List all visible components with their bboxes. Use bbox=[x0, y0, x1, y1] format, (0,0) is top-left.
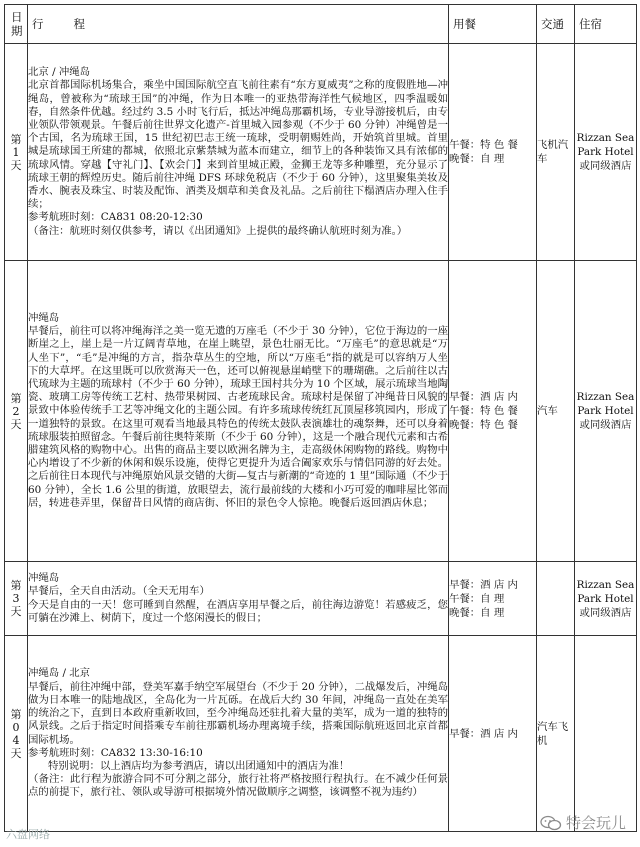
transport-cell: 飞机汽车 bbox=[537, 44, 575, 261]
special-note: 特别说明：以上酒店均为参考酒店，请以出团通知中的酒店为准！ bbox=[48, 759, 350, 772]
day-row-4 bbox=[5, 636, 637, 832]
meal-breakfast: 早餐：酒 店 内 bbox=[449, 727, 518, 740]
header-date: 日期 bbox=[5, 5, 28, 44]
meals-cell bbox=[449, 44, 537, 261]
transport-cell bbox=[537, 562, 575, 636]
meals-cell bbox=[449, 562, 537, 636]
meal-breakfast: 早餐：酒 店 内 bbox=[449, 391, 518, 403]
day-row-2 bbox=[5, 261, 637, 562]
itinerary-note: （备注：航班时刻仅供参考，请以《出团通知》上提供的最终确认航班时刻为准。） bbox=[28, 224, 408, 237]
day-label: 第1天 bbox=[5, 44, 28, 261]
hotel-cell: Rizzan Sea Park Hotel 或同级酒店 bbox=[575, 261, 637, 562]
transport-cell: 汽车飞机 bbox=[537, 636, 575, 832]
meal-lunch: 午餐：特 色 餐 bbox=[449, 139, 518, 151]
transport-cell: 汽车 bbox=[537, 261, 575, 562]
itinerary-paragraph: 今天是自由的一天！您可睡到自然醒，在酒店享用早餐之后，前往海边游览！若感疲乏，您可躺在沙滩上、树荫下，度过一个悠闲漫长的假日； bbox=[28, 598, 448, 624]
meal-dinner: 晚餐：特 色 餐 bbox=[449, 419, 518, 431]
watermark-left: 六盘网络 bbox=[6, 828, 50, 841]
header-itinerary: 行程 bbox=[28, 5, 449, 44]
itinerary-cell bbox=[28, 636, 449, 832]
header-transport: 交通 bbox=[537, 5, 575, 44]
itinerary-cell bbox=[28, 562, 449, 636]
itinerary-cell bbox=[28, 261, 449, 562]
watermark-right-text: 特会玩儿 bbox=[565, 814, 626, 832]
meal-lunch: 午餐：自 理 bbox=[449, 592, 505, 605]
itinerary-paragraph: 早餐后，前往冲绳中部，登美军嘉手纳空军展望台（不少于 20 分钟），二战爆发后，冲绳岛做为日本唯一的陆地战区，全岛化为一片瓦砾。在战后大约 30 年间，冲绳岛一直处在美军的统治之下，直到日本政府重新收回，至今冲绳岛还驻扎着大量的美军，成为一道的独特的风景线。之后于指定时间搭乘专车前往那霸机场办理离境手续，搭乘国际航班返回北京首都国际机场。 bbox=[28, 680, 448, 746]
day-label: 第3天 bbox=[5, 562, 28, 636]
wechat-icon bbox=[540, 815, 562, 831]
itinerary-note: （备注：此行程为旅游合同不可分割之部分，旅行社将严格按照行程执行。在不减少任何景点的前提下，旅行社、领队或导游可根据境外情况做顺序之调整，该调整不视为违约） bbox=[28, 773, 448, 799]
meals-cell bbox=[449, 636, 537, 832]
header-hotel: 住宿 bbox=[575, 5, 637, 44]
hotel-cell bbox=[575, 636, 637, 832]
flight-info: 参考航班时刻：CA832 13:30-16:10 bbox=[28, 746, 203, 759]
route-title: 冲绳岛 / 北京 bbox=[28, 667, 91, 680]
meals-cell bbox=[449, 261, 537, 562]
day-label: 第2天 bbox=[5, 261, 28, 562]
flight-info: 参考航班时刻：CA831 08:20-12:30 bbox=[28, 211, 203, 224]
meal-breakfast: 早餐：酒 店 内 bbox=[449, 578, 518, 591]
hotel-cell: Rizzan Sea Park Hotel 或同级酒店 bbox=[575, 44, 637, 261]
day-row-1 bbox=[5, 44, 637, 261]
route-title: 冲绳岛 bbox=[28, 311, 60, 324]
route-title: 冲绳岛 bbox=[28, 572, 60, 585]
itinerary-table bbox=[4, 4, 637, 832]
watermark-right bbox=[540, 812, 626, 833]
day-row-3 bbox=[5, 562, 637, 636]
route-title: 北京 / 冲绳岛 bbox=[28, 66, 91, 79]
hotel-cell: Rizzan Sea Park Hotel 或同级酒店 bbox=[575, 562, 637, 636]
table-header-row bbox=[5, 5, 637, 44]
header-meals: 用餐 bbox=[449, 5, 537, 44]
day-label: 第04天 bbox=[5, 636, 28, 832]
meal-dinner: 晚餐：自 理 bbox=[449, 606, 505, 619]
itinerary-paragraph: 早餐后，全天自由活动。（全天无用车） bbox=[28, 585, 210, 598]
meal-lunch: 午餐：特 色 餐 bbox=[449, 405, 518, 417]
itinerary-paragraph: 早餐后，前往可以将冲绳海洋之美一览无遗的万座毛（不少于 30 分钟），它位于海边的一座断崖之上，崖上是一片辽阔青草地，在崖上眺望，景色壮丽无比。“万座毛”的意思就是“万人坐下”，“毛”是冲绳的方言，指杂草丛生的空地，所以“万座毛”指的就是可以容纳万人坐下的大草坪。在这里既可以欣赏海天一色，还可以俯视悬崖峭壁下的珊瑚礁。之后前往以古代琉球为主题的琉球村（不少于 60 分钟），琉球王国村共分为 10 个区域，展示琉球当地陶瓷、玻璃工房等传统工艺村、热带果树园、古老琉球民舍。琉球村是保留了冲绳昔日风貌的景致中体验传统手工艺等冲绳文化的主题公园。有许多琉球传统红瓦顶屋移筑园内，形成了一道独特的景致。在这里可观看当地最具特色的传统太鼓队表演雄壮的魂祭舞，还可以身着琉球服装拍照留念。午餐后前往奥特莱斯（不少于 60 分钟），这是一个融合现代元素和古希腊建筑风格的购物中心。出售的商品主要以欧洲名牌为主，走高级休闲购物的路线。购物中心内增设了不少新的休闲和娱乐设施，使得它更提升为适合阖家欢乐与情侣同游的好去处。之后前往日本现代与冲绳原始风景交错的大街—复古与新潮的“奇迹的 1 里”国际通（不少于 60 分钟），全长 1.6 公里的街道，放眼望去，流行最前线的大楼和小巧可爱的咖啡屋比邻而居，转进巷弄里，保留昔日风情的商店街、怀旧的景色令人惊艳。晚餐后返回酒店休息； bbox=[28, 325, 448, 509]
meal-dinner: 晚餐：自 理 bbox=[449, 153, 505, 165]
itinerary-cell bbox=[28, 44, 449, 261]
itinerary-paragraph: 北京首都国际机场集合，乘坐中国国际航空直飞前往素有“东方夏威夷”之称的度假胜地—冲绳岛，曾被称为“琉球王国”的冲绳，作为日本唯一的亚热带海洋性气候地区，四季温暖如春，自然条件优越。经过约 3.5 小时飞行后，抵达冲绳岛那霸机场，专业导游接机后，由专业领队带领观景。午餐后前往世界文化遗产-首里城入园参观（不少于 60 分钟）冲绳曾是一个古国，名为琉球王国，15 世纪初巴志王统一琉球，受明朝赐姓尚，开始筑首里城。首里城是琉球国王所建的都城，依照北京紫禁城为蓝本而建立，细节上的各种装饰又具有浓郁的琉球风情。穿越【守礼门】、【欢会门】来到首里城正殿，金狮王龙等多种雕塑，充分显示了琉球王朝的辉煌历史。随后前往冲绳 DFS 环球免税店（不少于 60 分钟），这里聚集美妆及香水、腕表及珠宝、时装及配饰、酒类及烟草和美食及礼品。之后前往下榻酒店办理入住手续； bbox=[28, 79, 448, 211]
